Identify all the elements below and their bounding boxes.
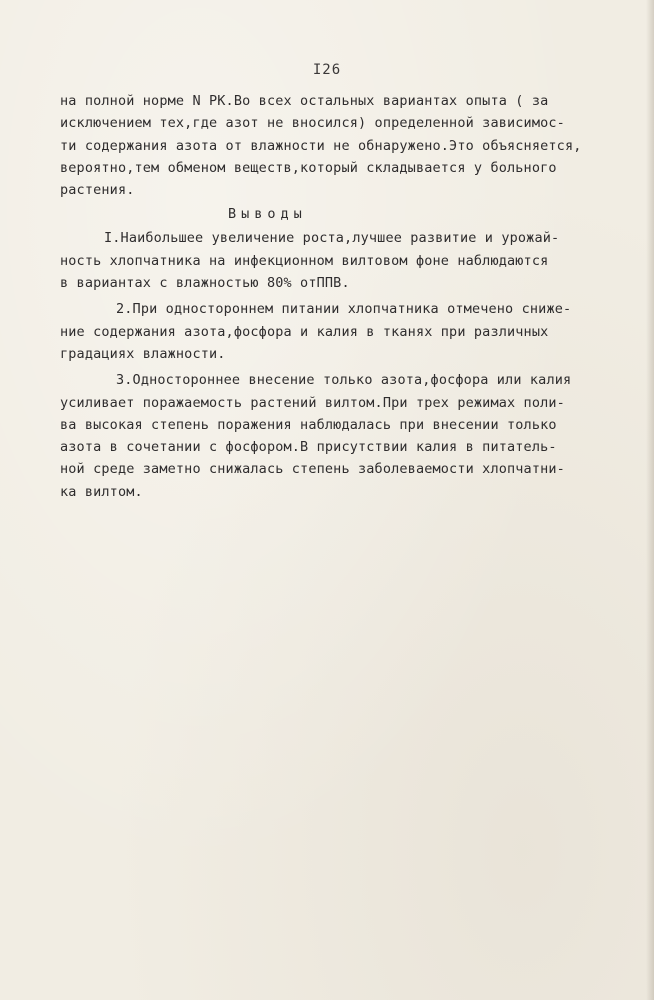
text-line: азота в сочетании с фосфором.В присутствии калия в питатель-: [60, 439, 557, 456]
page-edge-shadow: [646, 0, 654, 1000]
conclusion-3: [60, 369, 620, 503]
page-number: I26: [312, 62, 342, 78]
text-line: растения.: [60, 182, 135, 199]
text-line: ка вилтом.: [60, 483, 143, 500]
text-line: ва высокая степень поражения наблюдалась при внесении только: [60, 416, 557, 433]
conclusion-2: [60, 298, 620, 365]
text-line: 2.При одностороннем питании хлопчатника отмечено сниже-: [116, 301, 572, 318]
intro-paragraph: [60, 90, 620, 201]
text-line: вероятно,тем обменом веществ,который складывается у больного: [60, 159, 557, 176]
text-line: градациях влажности.: [60, 345, 226, 362]
section-heading: Выводы: [228, 206, 307, 223]
text-line: в вариантах с влажностью 80% отППВ.: [60, 275, 350, 292]
text-line: 3.Одностороннее внесение только азота,фосфора или калия: [116, 372, 572, 389]
text-line: ность хлопчатника на инфекционном вилтовом фоне наблюдаются: [60, 252, 549, 269]
body-text: [60, 90, 620, 503]
text-line: ти содержания азота от влажности не обнаружено.Это объясняется,: [60, 137, 582, 154]
text-line: ние содержания азота,фосфора и калия в тканях при различных: [60, 323, 549, 340]
text-line: I.Наибольшее увеличение роста,лучшее развитие и урожай-: [104, 230, 560, 247]
text-line: ной среде заметно снижалась степень заболеваемости хлопчатни-: [60, 461, 565, 478]
text-line: на полной норме N PK.Во всех остальных вариантах опыта ( за: [60, 93, 549, 109]
text-line: усиливает поражаемость растений вилтом.При трех режимах поли-: [60, 394, 565, 411]
conclusion-1: [60, 227, 620, 294]
text-line: исключением тех,где азот не вносился) определенной зависимос-: [60, 115, 565, 132]
